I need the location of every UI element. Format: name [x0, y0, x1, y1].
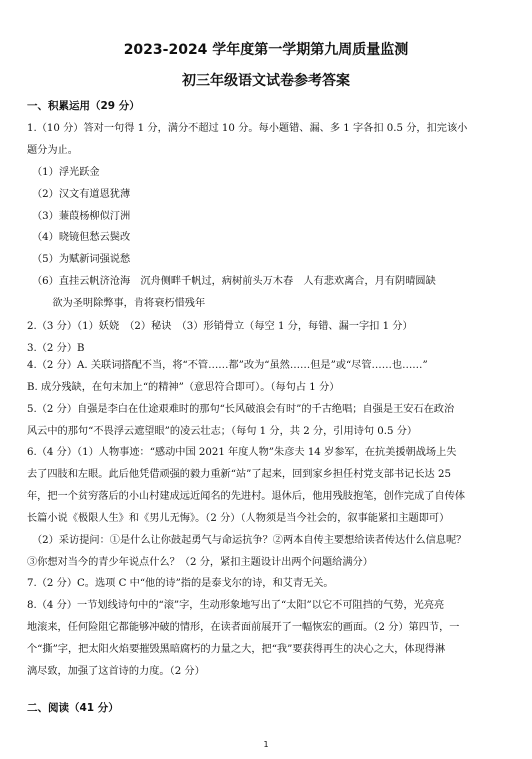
answer-line: （1）浮光跃金: [32, 167, 100, 178]
answer-line: 4.（2 分）A. 关联词搭配不当，将“不管……都”改为“虽然……但是”或“尽管……也……”: [27, 360, 428, 371]
answer-line: 欲为圣明除弊事，肯将衰朽惜残年: [32, 298, 206, 309]
answer-line: B. 成分残缺，在句末加上“的精神”（意思符合即可）。（每句占 1 分）: [27, 382, 340, 393]
answer-line: 地滚来，任何险阻它都能够冲破的情形，在读者面前展开了一幅恢宏的画面。（2 分）第四节，一: [27, 622, 460, 633]
answer-line: （3）蒹葭杨柳似汀洲: [32, 211, 131, 222]
answer-line: （6）直挂云帆济沧海 沉舟侧畔千帆过，病树前头万木春 人有悲欢离合，月有阴晴圆缺: [32, 276, 436, 287]
answer-line: ③你想对当今的青少年说点什么？（2 分，紧扣主题设计出两个问题给满分）: [27, 557, 373, 568]
answer-line: 漓尽致，加强了这首诗的力度。（2 分）: [27, 666, 205, 677]
answer-line: 6.（4 分）（1）人物事迹：“感动中国 2021 年度人物”朱彦夫 14 岁参军，在抗美援朝战场上失: [27, 447, 457, 458]
answer-line: 1.（10 分）答对一句得 1 分，满分不超过 10 分。每小题错、漏、多 1 字各扣 0.5 分，扣完该小: [27, 123, 468, 134]
answer-line: 2.（3 分）（1）妖娆 （2）秘诀 （3）形销骨立（每空 1 分，每错、漏一字扣 1 分）: [27, 321, 413, 332]
answer-line: 3.（2 分）B: [27, 343, 85, 354]
answer-line: 年，把一个贫穷落后的小山村建成远近闻名的先进村。退休后，他用残肢抱笔，创作完成了自传体: [27, 491, 466, 502]
document-title: 2023-2024 学年度第一学期第九周质量监测: [123, 42, 409, 58]
answer-line: 去了四肢和左眼。此后他凭借顽强的毅力重新“站”了起来，回到家乡担任村党支部书记长达 25: [27, 469, 451, 480]
section-heading: 一、积累运用（29 分）: [27, 100, 140, 112]
answer-line: 长篇小说《极限人生》和《男儿无悔》。（2 分）（人物须是当今社会的，叙事能紧扣主题即可）: [27, 513, 450, 524]
answer-line: （2）采访提问：①是什么让你鼓起勇气与命运抗争？②两本自传主要想给读者传达什么信息呢？: [32, 535, 467, 546]
section-heading: 二、阅读（41 分）: [27, 702, 119, 714]
answer-line: 5.（2 分）自强是李白在仕途艰难时的那句“长风破浪会有时”的千古绝唱；自强是王安石在政治: [27, 404, 455, 415]
answer-line: 个“撕”字，把太阳火焰要摧毁黑暗腐朽的力量之大，把“我”要获得再生的决心之大，体现得淋: [27, 644, 446, 655]
answer-line: （5）为赋新词强说愁: [32, 254, 131, 265]
answer-line: 8.（4 分）一节划线诗句中的“滚”字，生动形象地写出了“太阳”以它不可阻挡的气势，光亮亮: [27, 600, 445, 611]
answer-line: （2）汉文有道恩犹薄: [32, 189, 131, 200]
answer-line: 题分为止。: [27, 145, 78, 156]
document-subtitle: 初三年级语文试卷参考答案: [182, 73, 350, 89]
answer-line: （4）晓镜但愁云鬓改: [32, 232, 131, 243]
page-number: 1: [263, 740, 269, 749]
answer-line: 7.（2 分）C。选项 C 中“他的诗”指的是泰戈尔的诗，和艾青无关。: [27, 578, 334, 589]
answer-line: 风云中的那句“不畏浮云遮望眼”的凌云壮志；（每句 1 分，共 2 分，引用诗句 0.5 分）: [27, 426, 418, 437]
